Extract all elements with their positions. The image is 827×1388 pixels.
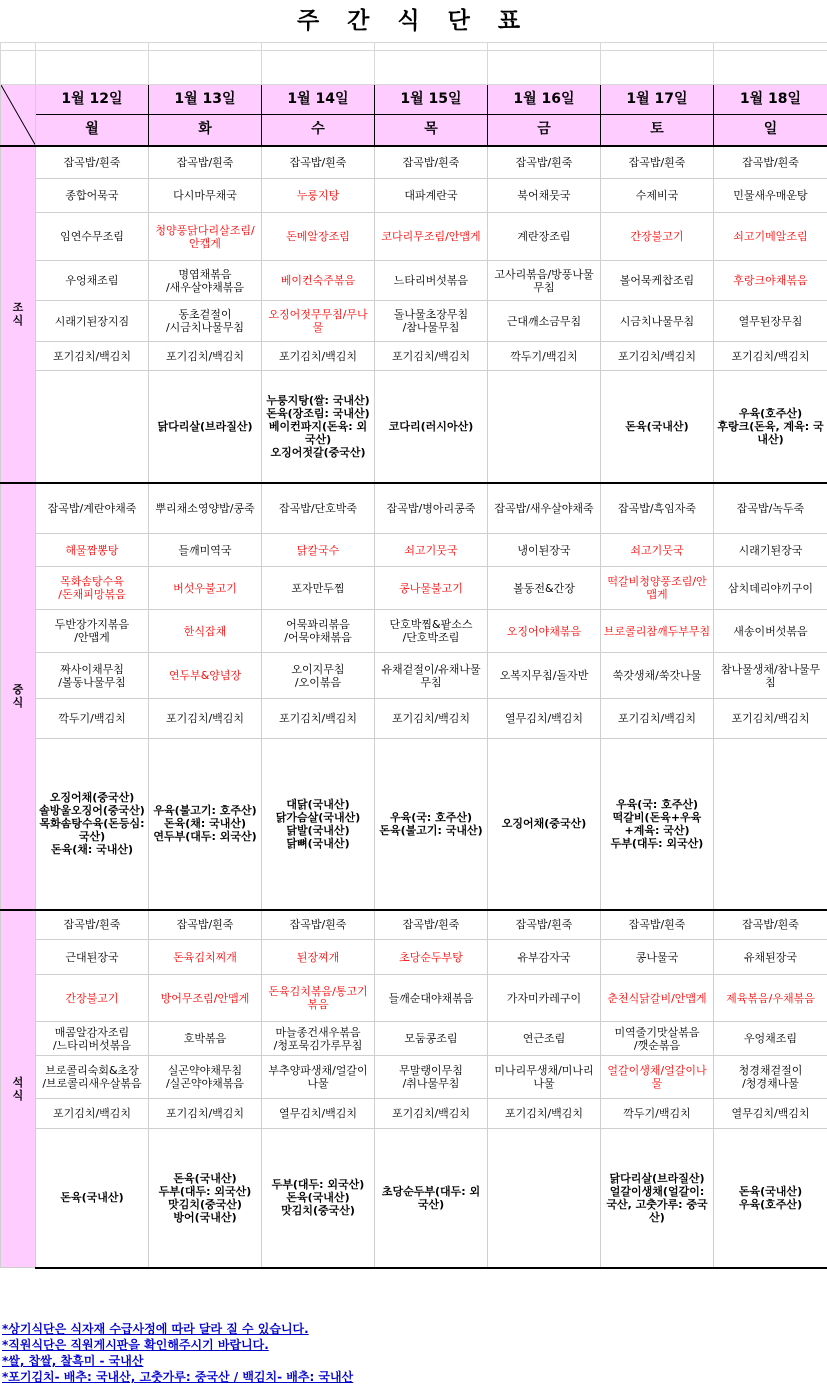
date-header: 1월 17일	[601, 85, 714, 115]
origin-info-cell: 코다리(러시아산)	[375, 371, 488, 483]
breakfast-row	[1, 261, 827, 301]
menu-item-cell: 열무김치/백김치	[714, 1099, 827, 1129]
menu-item-cell: 느타리버섯볶음	[375, 261, 488, 301]
menu-item-cell: 가자미카레구이	[488, 975, 601, 1022]
origin-info-cell: 우육(국: 호주산) 돈육(불고기: 국내산)	[375, 739, 488, 910]
menu-item-cell: 명엽채볶음 /새우살야채볶음	[149, 261, 262, 301]
origin-info-cell: 우육(불고기: 호주산) 돈육(채: 국내산) 연두부(대두: 외국산)	[149, 739, 262, 910]
menu-item-cell: 잡곡밥/흰죽	[601, 146, 714, 179]
date-header: 1월 12일	[36, 85, 149, 115]
menu-item-cell: 잡곡밥/병아리콩죽	[375, 483, 488, 534]
menu-item-cell: 두반장가지볶음 /안맵게	[36, 610, 149, 653]
empty-cell	[488, 51, 601, 85]
date-header: 1월 13일	[149, 85, 262, 115]
menu-item-cell: 잡곡밥/계란야채죽	[36, 483, 149, 534]
breakfast-row	[1, 179, 827, 213]
menu-item-cell: 포기김치/백김치	[36, 342, 149, 371]
date-header: 1월 14일	[262, 85, 375, 115]
menu-item-cell: 실곤약야채무침 /실곤약야채볶음	[149, 1056, 262, 1099]
menu-item-cell: 춘천식닭갈비/안맵게	[601, 975, 714, 1022]
menu-item-cell: 목화솜탕수육 /돈채피망볶음	[36, 567, 149, 610]
breakfast-row	[1, 213, 827, 261]
menu-item-cell: 오복지무침/돌자반	[488, 653, 601, 699]
empty-cell	[36, 51, 149, 85]
menu-item-cell: 잡곡밥/흰죽	[375, 146, 488, 179]
menu-item-cell: 시래기된장국	[714, 534, 827, 567]
menu-item-cell: 부추양파생채/얼갈이나물	[262, 1056, 375, 1099]
menu-item-cell: 베이컨숙주볶음	[262, 261, 375, 301]
origin-info-cell	[714, 739, 827, 910]
date-header: 1월 18일	[714, 85, 827, 115]
date-header-row	[1, 85, 827, 115]
empty-cell	[36, 43, 149, 51]
menu-item-cell: 포기김치/백김치	[262, 699, 375, 739]
origin-info-cell: 닭다리살(브라질산) 얼갈이생채(얼갈이: 국산, 고춧가루: 중국산)	[601, 1129, 714, 1268]
origin-info-cell: 돈육(국내산)	[36, 1129, 149, 1268]
menu-item-cell: 방어무조림/안맵게	[149, 975, 262, 1022]
empty-cell	[488, 43, 601, 51]
menu-item-cell: 버섯우불고기	[149, 567, 262, 610]
menu-item-cell: 후랑크야채볶음	[714, 261, 827, 301]
empty-cell	[714, 43, 827, 51]
menu-item-cell: 고사리볶음/방풍나물무침	[488, 261, 601, 301]
origin-info-cell: 오징어채(중국산) 솔방울오징어(중국산) 목화솜탕수육(돈등심: 국산) 돈육(채: 국내산)	[36, 739, 149, 910]
weekday-header: 일	[714, 115, 827, 146]
menu-item-cell: 잡곡밥/흰죽	[714, 146, 827, 179]
menu-item-cell: 포기김치/백김치	[375, 699, 488, 739]
lunch-label: 중 식	[1, 483, 36, 910]
origin-info-cell: 대닭(국내산) 닭가슴살(국내산) 닭발(국내산) 닭뼈(국내산)	[262, 739, 375, 910]
lunch-row	[1, 699, 827, 739]
menu-item-cell: 포자만두찜	[262, 567, 375, 610]
menu-item-cell: 청경채겉절이 /청경채나물	[714, 1056, 827, 1099]
menu-item-cell: 돈메알장조림	[262, 213, 375, 261]
menu-item-cell: 볼동전&간장	[488, 567, 601, 610]
menu-item-cell: 열무된장무침	[714, 301, 827, 342]
lunch-row	[1, 653, 827, 699]
empty-cell	[149, 43, 262, 51]
lunch-row	[1, 567, 827, 610]
menu-item-cell: 근대된장국	[36, 940, 149, 975]
menu-item-cell: 포기김치/백김치	[601, 699, 714, 739]
menu-item-cell: 볼어묵케찹조림	[601, 261, 714, 301]
menu-item-cell: 청양풍닭다리살조림/안캡게	[149, 213, 262, 261]
origin-info-cell: 두부(대두: 외국산) 돈육(국내산) 맛김치(중국산)	[262, 1129, 375, 1268]
menu-item-cell: 잡곡밥/흰죽	[262, 910, 375, 940]
menu-item-cell: 새송이버섯볶음	[714, 610, 827, 653]
menu-item-cell: 브로콜리참깨두부무침	[601, 610, 714, 653]
spacer-row	[1, 51, 827, 85]
menu-item-cell: 잡곡밥/흰죽	[488, 146, 601, 179]
menu-item-cell: 떡갈비청양풍조림/안맵게	[601, 567, 714, 610]
empty-cell	[601, 51, 714, 85]
empty-cell	[262, 43, 375, 51]
menu-item-cell: 콩나물불고기	[375, 567, 488, 610]
date-header: 1월 15일	[375, 85, 488, 115]
menu-item-cell: 잡곡밥/흰죽	[149, 146, 262, 179]
menu-item-cell: 브로콜리숙회&초장 /브로콜리새우살볶음	[36, 1056, 149, 1099]
menu-item-cell: 종합어묵국	[36, 179, 149, 213]
menu-item-cell: 우엉채조림	[714, 1022, 827, 1056]
menu-item-cell: 포기김치/백김치	[714, 342, 827, 371]
menu-item-cell: 시금치나물무침	[601, 301, 714, 342]
origin-info-cell: 우육(국: 호주산) 떡갈비(돈육+우육+계육: 국산) 두부(대두: 외국산)	[601, 739, 714, 910]
menu-item-cell: 동초겉절이 /시금치나물무침	[149, 301, 262, 342]
page-title: 주 간 식 단 표	[296, 8, 531, 34]
origin-info-cell: 돈육(국내산)	[601, 371, 714, 483]
menu-item-cell: 제육볶음/우채볶음	[714, 975, 827, 1022]
menu-item-cell: 해물짬뽕탕	[36, 534, 149, 567]
breakfast-row	[1, 371, 827, 483]
menu-item-cell: 잡곡밥/흰죽	[149, 910, 262, 940]
origin-info-cell	[488, 1129, 601, 1268]
dinner-label: 석 식	[1, 910, 36, 1268]
menu-item-cell: 콩나물국	[601, 940, 714, 975]
menu-item-cell: 열무김치/백김치	[262, 1099, 375, 1129]
menu-item-cell: 잡곡밥/흰죽	[36, 146, 149, 179]
dinner-row	[1, 1099, 827, 1129]
menu-item-cell: 미역줄기맛살볶음 /깻순볶음	[601, 1022, 714, 1056]
date-header: 1월 16일	[488, 85, 601, 115]
empty-cell	[714, 51, 827, 85]
menu-item-cell: 코다리무조림/안맵게	[375, 213, 488, 261]
menu-item-cell: 들깨미역국	[149, 534, 262, 567]
empty-cell	[1, 43, 36, 51]
menu-item-cell: 잡곡밥/녹두죽	[714, 483, 827, 534]
menu-item-cell: 연두부&양념장	[149, 653, 262, 699]
menu-item-cell: 뿌리채소영양밥/콩죽	[149, 483, 262, 534]
header-corner-diagonal	[1, 85, 36, 146]
menu-item-cell: 포기김치/백김치	[601, 342, 714, 371]
menu-item-cell: 된장찌개	[262, 940, 375, 975]
menu-item-cell: 누룽지탕	[262, 179, 375, 213]
weekly-menu-table	[0, 42, 827, 1269]
menu-item-cell: 들깨순대야채볶음	[375, 975, 488, 1022]
menu-item-cell: 돌나물초장무침 /참나물무침	[375, 301, 488, 342]
menu-item-cell: 계란장조림	[488, 213, 601, 261]
menu-item-cell: 간장불고기	[601, 213, 714, 261]
lunch-row	[1, 534, 827, 567]
menu-item-cell: 유채된장국	[714, 940, 827, 975]
dinner-row	[1, 940, 827, 975]
menu-item-cell: 포기김치/백김치	[149, 699, 262, 739]
menu-item-cell: 어묵꽈리볶음 /어묵야채볶음	[262, 610, 375, 653]
menu-item-cell: 한식잡채	[149, 610, 262, 653]
menu-item-cell: 호박볶음	[149, 1022, 262, 1056]
lunch-row	[1, 610, 827, 653]
menu-item-cell: 오징어젓무무침/무나물	[262, 301, 375, 342]
footnotes	[2, 1321, 822, 1385]
dinner-row	[1, 910, 827, 940]
menu-item-cell: 닭칼국수	[262, 534, 375, 567]
menu-item-cell: 열무김치/백김치	[488, 699, 601, 739]
menu-item-cell: 시래기된장지짐	[36, 301, 149, 342]
menu-item-cell: 삼치데리야끼구이	[714, 567, 827, 610]
menu-item-cell: 쇠고기뭇국	[601, 534, 714, 567]
menu-item-cell: 잡곡밥/단호박죽	[262, 483, 375, 534]
menu-item-cell: 임연수무조림	[36, 213, 149, 261]
dinner-row	[1, 975, 827, 1022]
menu-item-cell: 민물새우매운탕	[714, 179, 827, 213]
menu-item-cell: 마늘종건새우볶음 /청포묵김가루무침	[262, 1022, 375, 1056]
origin-info-cell	[36, 371, 149, 483]
menu-item-cell: 잡곡밥/흑임자죽	[601, 483, 714, 534]
origin-info-cell: 돈육(국내산) 두부(대두: 외국산) 맛김치(중국산) 방어(국내산)	[149, 1129, 262, 1268]
weekday-header: 토	[601, 115, 714, 146]
lunch-row	[1, 483, 827, 534]
menu-item-cell: 냉이된장국	[488, 534, 601, 567]
menu-item-cell: 깍두기/백김치	[36, 699, 149, 739]
menu-item-cell: 오이지무침 /오이볶음	[262, 653, 375, 699]
empty-cell	[601, 43, 714, 51]
menu-item-cell: 잡곡밥/흰죽	[601, 910, 714, 940]
breakfast-row	[1, 146, 827, 179]
menu-item-cell: 돈육김치볶음/통고기볶음	[262, 975, 375, 1022]
menu-item-cell: 포기김치/백김치	[375, 1099, 488, 1129]
menu-item-cell: 쇠고기뭇국	[375, 534, 488, 567]
menu-item-cell: 포기김치/백김치	[488, 1099, 601, 1129]
menu-item-cell: 깍두기/백김치	[601, 1099, 714, 1129]
origin-info-cell: 닭다리살(브라질산)	[149, 371, 262, 483]
footnote: *직원식단은 직원게시판을 확인해주시기 바랍니다.	[2, 1338, 269, 1352]
menu-item-cell: 포기김치/백김치	[714, 699, 827, 739]
weekday-header: 화	[149, 115, 262, 146]
menu-item-cell: 잡곡밥/흰죽	[262, 146, 375, 179]
breakfast-label: 조 식	[1, 146, 36, 483]
footnote: *상기식단은 식자재 수급사정에 따라 달라 질 수 있습니다.	[2, 1322, 309, 1336]
empty-cell	[1, 51, 36, 85]
menu-item-cell: 근대깨소금무침	[488, 301, 601, 342]
menu-item-cell: 잡곡밥/흰죽	[714, 910, 827, 940]
menu-item-cell: 단호박찜&팥소스 /단호박조림	[375, 610, 488, 653]
origin-info-cell: 우육(호주산) 후랑크(돈육, 계육: 국내산)	[714, 371, 827, 483]
weekday-header: 목	[375, 115, 488, 146]
dinner-row	[1, 1056, 827, 1099]
dinner-row	[1, 1129, 827, 1268]
menu-item-cell: 잡곡밥/흰죽	[375, 910, 488, 940]
menu-item-cell: 잡곡밥/흰죽	[488, 910, 601, 940]
empty-cell	[375, 51, 488, 85]
menu-item-cell: 쑥갓생채/쑥갓나물	[601, 653, 714, 699]
weekday-header: 월	[36, 115, 149, 146]
menu-item-cell: 포기김치/백김치	[36, 1099, 149, 1129]
menu-item-cell: 쇠고기메알조림	[714, 213, 827, 261]
weekday-header: 금	[488, 115, 601, 146]
menu-item-cell: 초당순두부탕	[375, 940, 488, 975]
empty-cell	[149, 51, 262, 85]
menu-item-cell: 포기김치/백김치	[149, 1099, 262, 1129]
menu-item-cell: 간장불고기	[36, 975, 149, 1022]
breakfast-row	[1, 342, 827, 371]
menu-item-cell: 대파계란국	[375, 179, 488, 213]
lunch-row	[1, 739, 827, 910]
menu-item-cell: 잡곡밥/흰죽	[36, 910, 149, 940]
footnote: *포기김치- 배추: 국내산, 고춧가루: 중국산 / 백김치- 배추: 국내산	[2, 1370, 354, 1384]
menu-item-cell: 북어채뭇국	[488, 179, 601, 213]
menu-item-cell: 수제비국	[601, 179, 714, 213]
menu-item-cell: 돈육김치찌개	[149, 940, 262, 975]
breakfast-row	[1, 301, 827, 342]
menu-item-cell: 오징어야채볶음	[488, 610, 601, 653]
menu-item-cell: 다시마무채국	[149, 179, 262, 213]
menu-item-cell: 매콤알감자조림 /느타리버섯볶음	[36, 1022, 149, 1056]
footnote: *쌀, 찹쌀, 찰흑미 - 국내산	[2, 1354, 144, 1368]
menu-item-cell: 짜사이채무침 /볼동나물무침	[36, 653, 149, 699]
origin-info-cell	[488, 371, 601, 483]
weekday-header: 수	[262, 115, 375, 146]
empty-cell	[375, 43, 488, 51]
origin-info-cell: 초당순두부(대두: 외국산)	[375, 1129, 488, 1268]
menu-item-cell: 모둠콩조림	[375, 1022, 488, 1056]
menu-item-cell: 깍두기/백김치	[488, 342, 601, 371]
origin-info-cell: 오징어채(중국산)	[488, 739, 601, 910]
menu-item-cell: 참나물생채/참나물무침	[714, 653, 827, 699]
origin-info-cell: 돈육(국내산) 우육(호주산)	[714, 1129, 827, 1268]
menu-item-cell: 포기김치/백김치	[149, 342, 262, 371]
origin-info-cell: 누룽지탕(쌀: 국내산) 돈육(장조림: 국내산) 베이컨파지(돈육: 외국산) 오징어젓갈(중국산)	[262, 371, 375, 483]
empty-cell	[262, 51, 375, 85]
menu-item-cell: 유부감자국	[488, 940, 601, 975]
menu-item-cell: 연근조림	[488, 1022, 601, 1056]
dinner-row	[1, 1022, 827, 1056]
menu-item-cell: 미나리무생채/미나리나물	[488, 1056, 601, 1099]
menu-item-cell: 얼갈이생채/얼갈이나물	[601, 1056, 714, 1099]
menu-item-cell: 무말랭이무침 /취나물무침	[375, 1056, 488, 1099]
menu-item-cell: 우엉채조림	[36, 261, 149, 301]
menu-item-cell: 잡곡밥/새우살야채죽	[488, 483, 601, 534]
menu-item-cell: 포기김치/백김치	[262, 342, 375, 371]
spacer-row	[1, 43, 827, 51]
menu-item-cell: 유채겉절이/유채나물무침	[375, 653, 488, 699]
weekday-header-row	[1, 115, 827, 146]
menu-item-cell: 포기김치/백김치	[375, 342, 488, 371]
